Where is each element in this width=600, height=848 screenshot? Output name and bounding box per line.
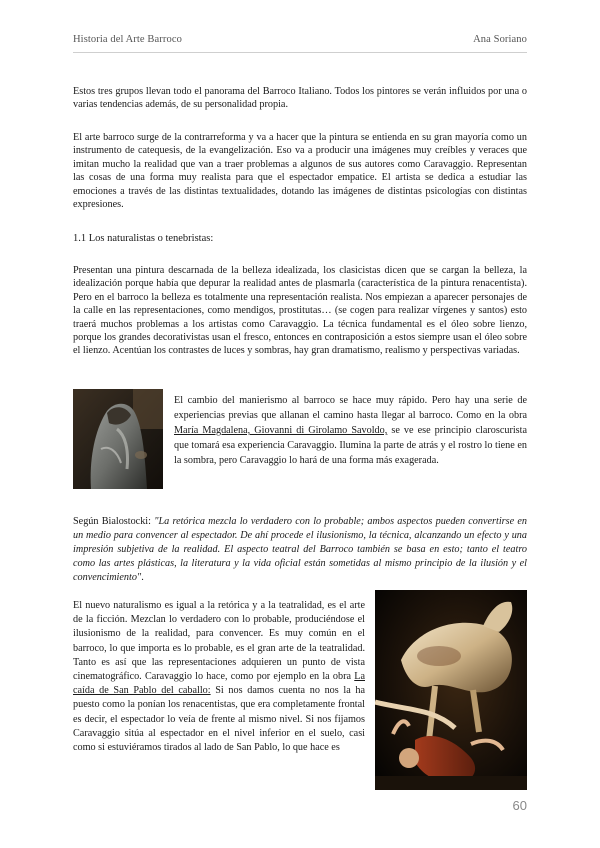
paragraph-bialostocki: Según Bialostocki: "La retórica mezcla lo verdadero con lo probable; ambos aspectos pueden convertirse en un medio para convencer al espectador. De ahí procede el ilusionismo, la técnica, alcanzando un efecto y una impresión subjetiva de la realidad. El aspecto teatral del Barroco también se basa en esto; tanto el teatro como las artes plásticas, la literatura y la vida oficial están sometidas al mismo principio de la ilusión y el convencimiento". bbox=[73, 516, 527, 583]
bialostocki-quote: "La retórica mezcla lo verdadero con lo probable; ambos aspectos pueden convertirse en un medio para convencer al espectador. De ahí procede el ilusionismo, la técnica, alcanzando un efecto y una impresión subjetiva de la realidad. El aspecto teatral del Barroco también se basa en esto; tanto el teatro como las artes plásticas, la literatura y la vida oficial están sometidas al mismo principio de la ilusión y el convencimiento" bbox=[73, 516, 527, 583]
page-number: 60 bbox=[512, 798, 527, 813]
artwork-link-maria-magdalena[interactable]: María Magdalena, Giovanni di Girolamo Savoldo, bbox=[174, 425, 388, 436]
paragraph-naturalistas: Presentan una pintura descarnada de la belleza idealizada, los clasicistas dicen que se cargan la belleza, la idealización porque había que depurar la realidad antes de plasmarla (característica de la pintura renacentista). Pero en el barroco la belleza es totalmente una representación realista. Nos empiezan a aparecer personajes de la calle en las representaciones, como mendigos, prostitutas… (se cogen para realizar vírgenes y santos) esto traerá muchos problemas a los artistas como Caravaggio. La técnica fundamental es el óleo sobre lienzo, porque los grandes decorativistas usan el fresco, entonces en contraposición a estos siempre usan el óleo sobre el lienzo. Acentúan los contrastes de luces y sombras, hay gran dramatismo, realismo y perspectivas variadas. bbox=[73, 265, 527, 357]
painting-caida-san-pablo bbox=[375, 590, 527, 790]
header-rule bbox=[73, 52, 527, 53]
header-author: Ana Soriano bbox=[473, 34, 527, 45]
paragraph-savoldo: El cambio del manierismo al barroco se hace muy rápido. Pero hay una serie de experiencias previas que allanan el camino hasta llegar al barroco. Como en la obra María Magdalena, Giovanni di Girolamo Savoldo, se ve ese principio claroscurista que tomará esa experiencia Caravaggio. Ilumina la parte de atrás y el rostro lo tiene en la sombra, pero Caravaggio lo hará de una forma más exagerada. bbox=[174, 395, 528, 466]
artwork-link-caida-san-pablo[interactable]: La caída de San Pablo del caballo: bbox=[73, 671, 365, 697]
paragraph-contrarreforma: El arte barroco surge de la contrarreforma y va a hacer que la pintura se entienda en su gran mayoría como un instrumento de catequesis, de la evangelización. Eso va a producir una imágenes muy creíbles y veraces que imitan mucho la realidad que van a traer problemas a algunos de sus autores como Caravaggio. Representan las cosas de una forma muy realista para que el espectador empatice. El artista se dedica a estudiar las emociones a través de las distintas textualidades, dotando las imágenes de distintas psicologías con distintas expresiones. bbox=[73, 132, 527, 211]
paragraph-nuevo-naturalismo: El nuevo naturalismo es igual a la retórica y a la teatralidad, es el arte de la ficción. Mezclan lo verdadero con lo probable, produciéndose el ilusionismo de la realidad, para convencer. Es muy común en el barroco, lo que importa es lo probable, es el gran arte de la teatralidad. Tanto es así que las representaciones adquieren un punto de vista cinematográfico. Caravaggio lo hace, como por ejemplo en la obra La caída de San Pablo del caballo: Si nos damos cuenta no nos la ha puesto como la ponían los renacentistas, que era completamente frontal es decir, el espectador lo veía de frente al mismo nivel. Si nos fijamos Caravaggio sitúa al espectador en el nivel inferior en el suelo, casi como si estuviéramos tirados al lado de San Pablo, lo que hace es bbox=[73, 600, 366, 754]
paragraph-intro: Estos tres grupos llevan todo el panorama del Barroco Italiano. Todos los pintores se verán influidos por una o varias tendencias además, de su personalidad propia. bbox=[73, 86, 527, 111]
section-heading: 1.1 Los naturalistas o tenebristas: bbox=[73, 233, 214, 244]
header-title: Historia del Arte Barroco bbox=[73, 34, 182, 45]
painting-maria-magdalena bbox=[73, 389, 163, 489]
